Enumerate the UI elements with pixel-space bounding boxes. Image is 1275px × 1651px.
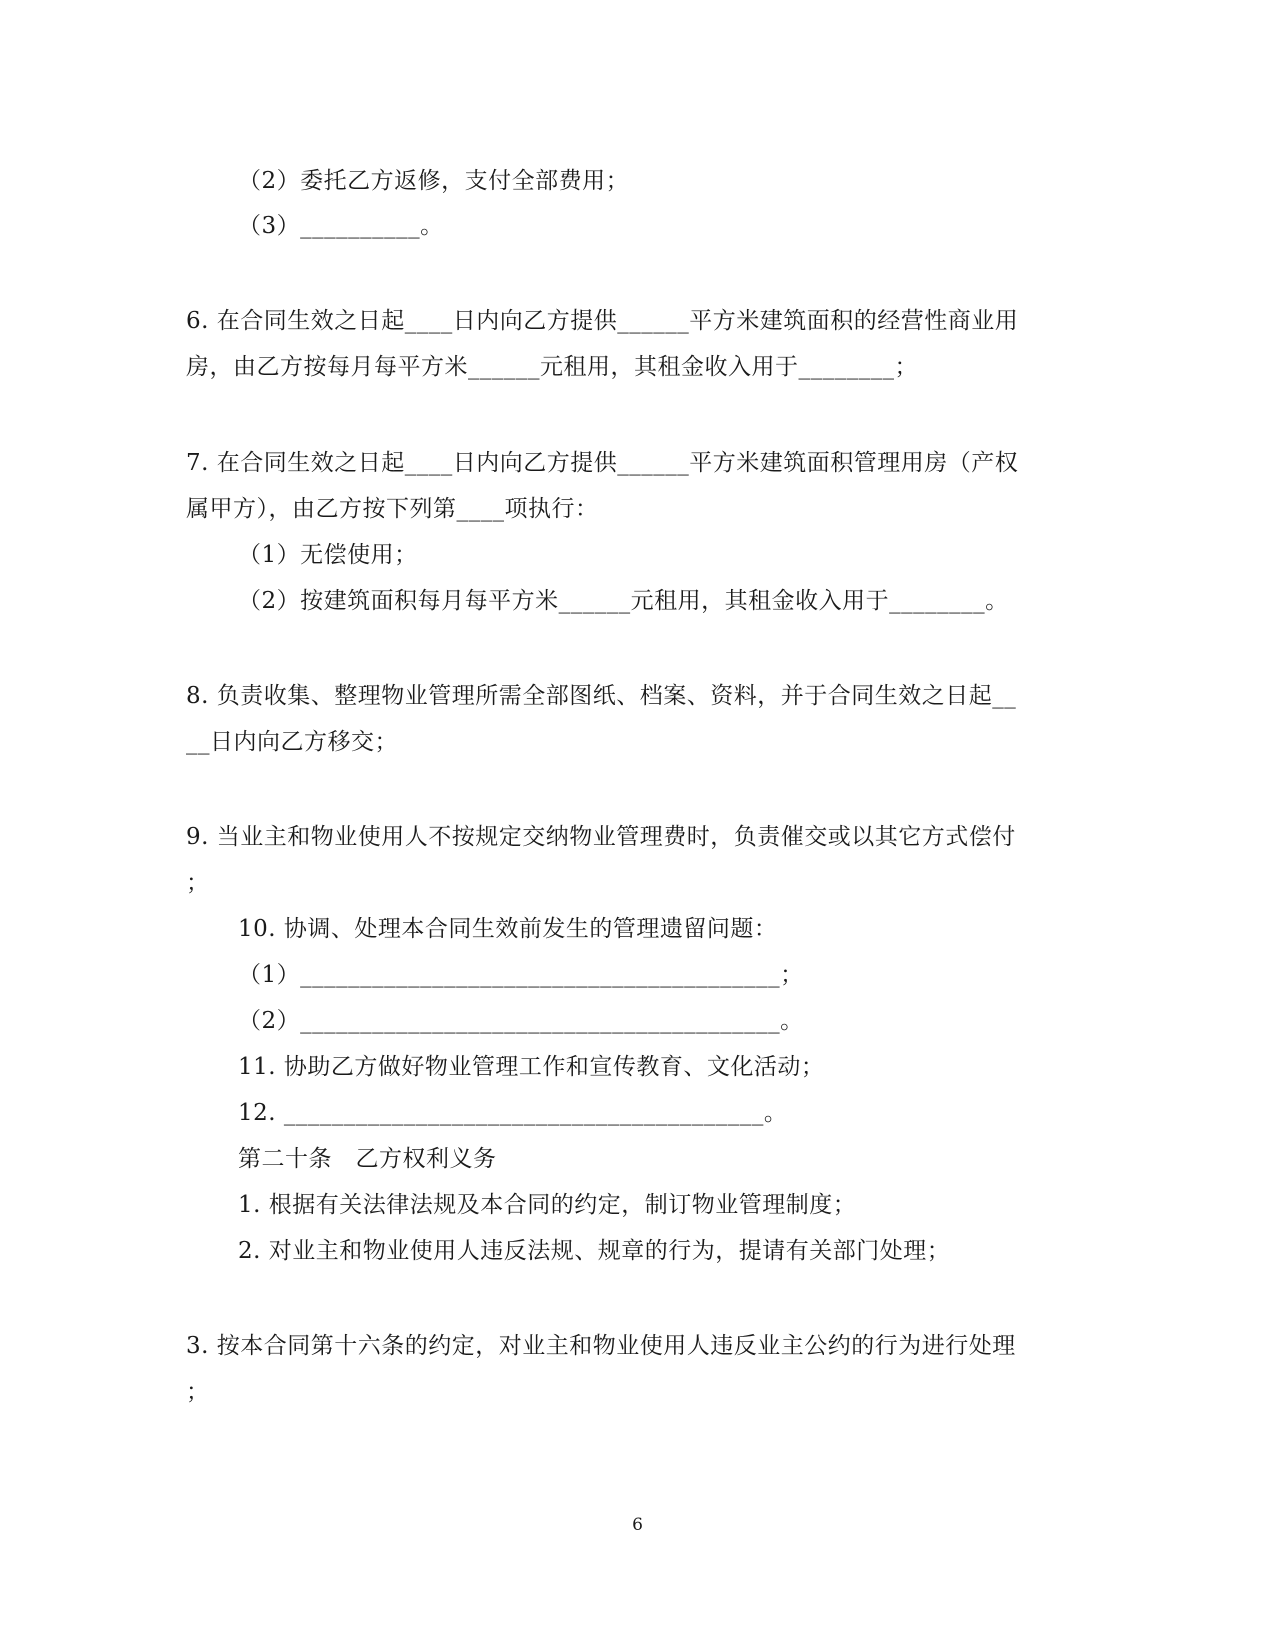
text-line: （2）按建筑面积每月每平方米______元租用，其租金收入用于________。 bbox=[238, 588, 1009, 614]
text-line: 房，由乙方按每月每平方米______元租用，其租金收入用于________； bbox=[186, 354, 918, 380]
text-line: ； bbox=[186, 1379, 210, 1405]
text-line: 11. 协助乙方做好物业管理工作和宣传教育、文化活动； bbox=[238, 1054, 825, 1080]
text-line: （1）无偿使用； bbox=[238, 542, 418, 568]
text-line: 2. 对业主和物业使用人违反法规、规章的行为，提请有关部门处理； bbox=[238, 1238, 951, 1264]
section-heading: 第二十条 乙方权利义务 bbox=[238, 1146, 497, 1172]
text-line: 9. 当业主和物业使用人不按规定交纳物业管理费时，负责催交或以其它方式偿付 bbox=[186, 824, 1016, 850]
text-line: （1）________________________________________； bbox=[238, 962, 804, 988]
text-line: 属甲方），由乙方按下列第____项执行： bbox=[186, 496, 599, 522]
text-line: 10. 协调、处理本合同生效前发生的管理遗留问题： bbox=[238, 916, 778, 942]
text-line: 12. ________________________________________。 bbox=[238, 1100, 788, 1126]
text-line: 6. 在合同生效之日起____日内向乙方提供______平方米建筑面积的经营性商业用 bbox=[186, 308, 1019, 334]
text-line: （2）________________________________________。 bbox=[238, 1008, 804, 1034]
page-number: 6 bbox=[632, 1515, 643, 1535]
text-line: ； bbox=[186, 870, 210, 896]
text-line: 7. 在合同生效之日起____日内向乙方提供______平方米建筑面积管理用房（产权 bbox=[186, 450, 1019, 476]
text-line: __日内向乙方移交； bbox=[186, 729, 398, 755]
text-line: 1. 根据有关法律法规及本合同的约定，制订物业管理制度； bbox=[238, 1192, 857, 1218]
text-line: （2）委托乙方返修，支付全部费用； bbox=[238, 168, 630, 194]
text-line: 3. 按本合同第十六条的约定，对业主和物业使用人违反业主公约的行为进行处理 bbox=[186, 1333, 1016, 1359]
text-line: （3）__________。 bbox=[238, 213, 444, 239]
text-line: 8. 负责收集、整理物业管理所需全部图纸、档案、资料，并于合同生效之日起__ bbox=[186, 683, 1017, 709]
